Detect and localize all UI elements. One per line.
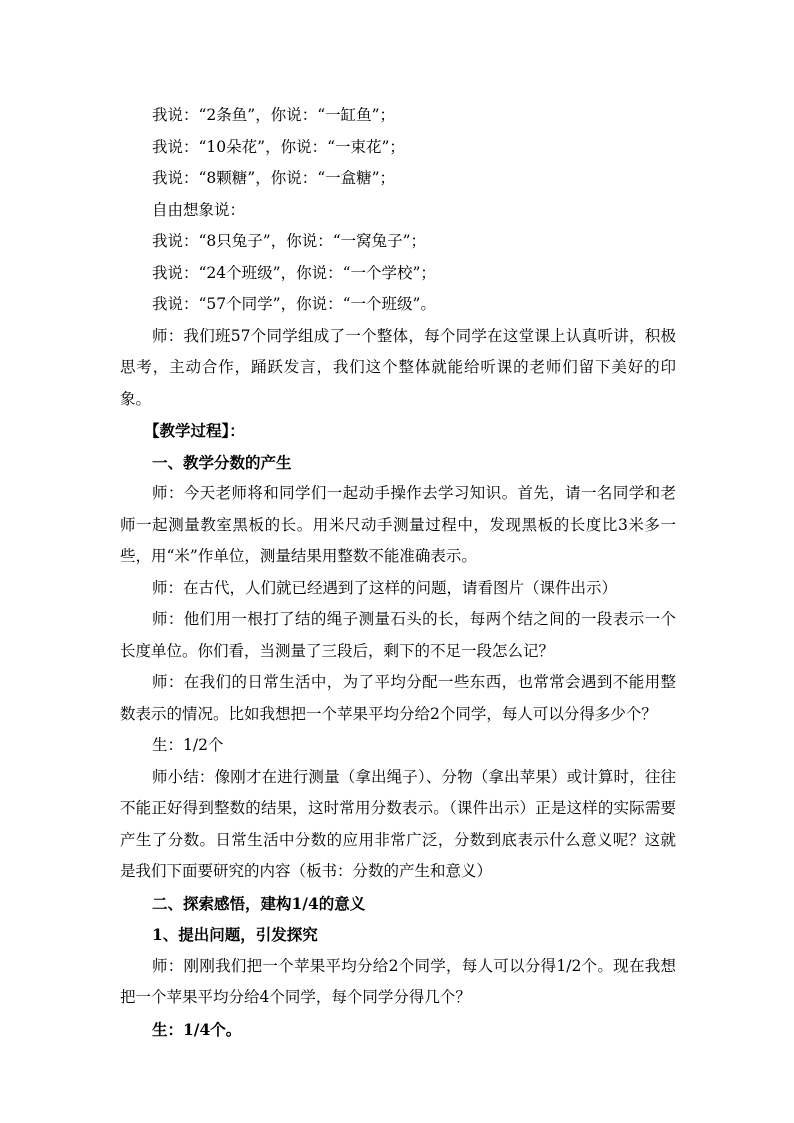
paragraph: 师小结：像刚才在进行测量（拿出绳子）、分物（拿出苹果）或计算时，往往不能正好得到整数的结果，这时常用分数表示。（课件出示）正是这样的实际需要产生了分数。日常生活中分数的应用非常广泛，分数到底表示什么意义呢？这就是我们下面要研究的内容（板书：分数的产生和意义） (120, 767, 676, 880)
paragraph: 师：他们用一根打了结的绳子测量石头的长，每两个结之间的一段表示一个长度单位。你们看，当测量了三段后，剩下的不足一段怎么记？ (120, 610, 676, 660)
paragraph: 师：在古代，人们就已经遇到了这样的问题，请看图片（课件出示） (152, 578, 618, 597)
subsection-heading-1: 1、提出问题，引发探究 (152, 925, 318, 944)
dialogue-line: 我说：“57个同学”，你说：“一个班级”。 (152, 295, 436, 313)
paragraph: 师：在我们的日常生活中，为了平均分配一些东西，也常常会遇到不能用整数表示的情况。比如我想把一个苹果平均分给2个同学，每人可以分得多少个？ (120, 673, 676, 723)
paragraph: 师：刚刚我们把一个苹果平均分给2个同学，每人可以分得1/2个。现在我想把一个苹果平均分给4个同学，每个同学分得几个？ (120, 956, 676, 1006)
intro-paragraph: 师：我们班57个同学组成了一个整体，每个同学在这堂课上认真听讲，积极思考，主动合作，踊跃发言，我们这个整体就能给听课的老师们留下美好的印象。 (120, 326, 676, 408)
paragraph: 生：1/2个 (152, 736, 224, 754)
paragraph: 师：今天老师将和同学们一起动手操作去学习知识。首先，请一名同学和老师一起测量教室黑板的长。用米尺动手测量过程中，发现黑板的长度比3米多一些，用“米”作单位，测量结果用整数不能准确表示。 (120, 484, 676, 565)
section-heading-1: 一、教学分数的产生 (152, 452, 292, 472)
dialogue-line: 我说：“2条鱼”，你说：“一缸鱼”； (152, 106, 396, 124)
dialogue-line: 我说：“8只兔子”，你说：“一窝兔子”； (152, 232, 427, 250)
dialogue-line: 自由想象说： (152, 200, 246, 219)
dialogue-line: 我说：“10朵花”，你说：“一束花”； (152, 137, 405, 156)
dialogue-line: 我说：“8颗糖”，你说：“一盒糖”； (152, 169, 396, 187)
section-heading-2: 二、探索感悟，建构1/4的意义 (152, 893, 366, 913)
paragraph: 生：1/4个。 (152, 1019, 242, 1039)
document-page (120, 100, 676, 1045)
section-heading-process: 【教学过程】： (144, 421, 245, 440)
dialogue-line: 我说：“24个班级”，你说：“一个学校”； (152, 263, 436, 282)
